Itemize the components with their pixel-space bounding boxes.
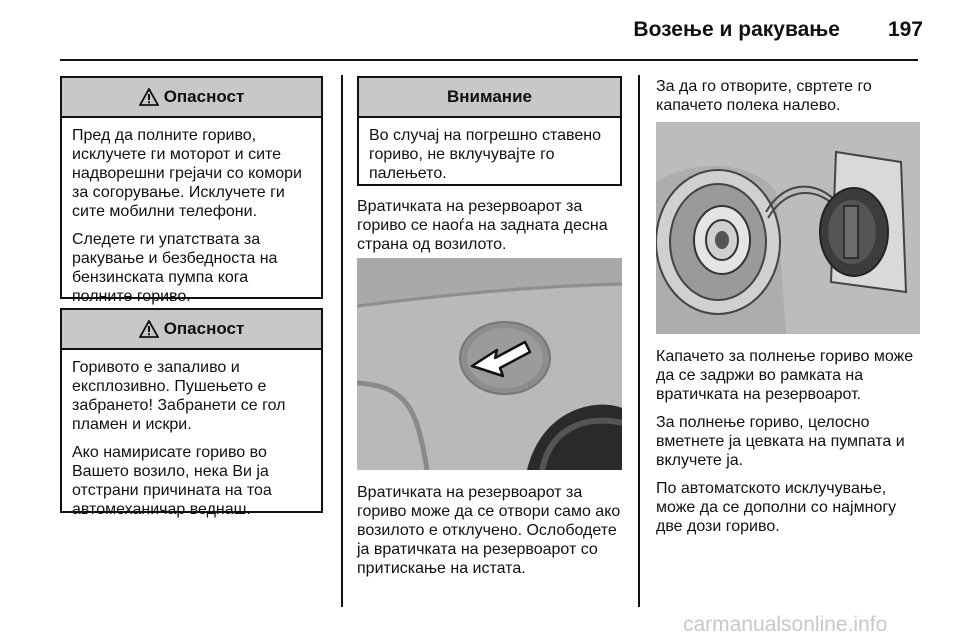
fuel-door-location-illustration: [357, 258, 622, 470]
column-divider-left: [341, 75, 343, 607]
cap-holder-text: Капачето за полнење гориво може да се задржи во рамката на вратичката на резервоарот.: [656, 348, 914, 403]
danger-paragraph: Следете ги упатствата за ракување и безбедноста на бензинската пумпа кога полните гориво.: [72, 231, 278, 305]
danger-box-fuel: [60, 76, 323, 305]
danger-paragraph: Ако намирисате гориво во Вашето возило, нека Ви ја отстрани причината на тоа автомеханичар веднаш.: [72, 444, 272, 518]
danger-box-header: [62, 310, 321, 350]
caution-box: [357, 76, 622, 186]
warning-triangle-icon: [139, 320, 159, 338]
caution-box-title: Внимание: [447, 87, 532, 106]
danger-box-title: Опасност: [163, 319, 245, 338]
danger-paragraph: Горивото е запаливо и експлозивно. Пушењето е забрането! Забранети се гол пламен и искри.: [72, 359, 286, 433]
right-paragraphs: [656, 347, 924, 545]
fuel-door-location-text: Вратичката на резервоарот за гориво се наоѓа на задната десна страна од возилото.: [357, 198, 608, 253]
header-rule: [60, 59, 918, 61]
danger-box-header: [62, 78, 321, 118]
caution-paragraph: Во случај на погрешно ставено гориво, не вклучувајте го палењето.: [369, 127, 601, 182]
danger-box-title: Опасност: [163, 87, 245, 106]
open-cap-text: За да го отворите, свртете го капачето полека налево.: [656, 78, 872, 114]
right-intro-text: [656, 77, 924, 124]
danger-box-flammable: [60, 308, 323, 518]
middle-after-figure-text: [357, 483, 625, 587]
insert-nozzle-text: За полнење гориво, целосно вметнете ја цевката на пумпата и вклучете ја.: [656, 414, 905, 469]
column-divider-right: [638, 75, 640, 607]
top-up-text: По автоматското исклучување, може да се дополни со најмногу две дози гориво.: [656, 480, 897, 535]
watermark-text: carmanualsonline.info: [683, 613, 888, 636]
fuel-cap-illustration: [656, 122, 920, 334]
middle-intro-text: [357, 197, 625, 263]
warning-triangle-icon: [139, 88, 159, 106]
fuel-door-release-text: Вратичката на резервоарот за гориво може да се отвори само ако возилото е отклучено. Ослободете ја вратичката на резервоарот со притискање на истата.: [357, 484, 621, 577]
danger-paragraph: Пред да полните гориво, исклучете ги моторот и сите надворешни грејачи со комори за согорување. Исклучете ги сите мобилни телефони.: [72, 127, 302, 220]
page-number: 197: [887, 18, 923, 41]
caution-box-header: [359, 78, 620, 118]
page-header-title: Возење и ракување: [633, 18, 840, 41]
